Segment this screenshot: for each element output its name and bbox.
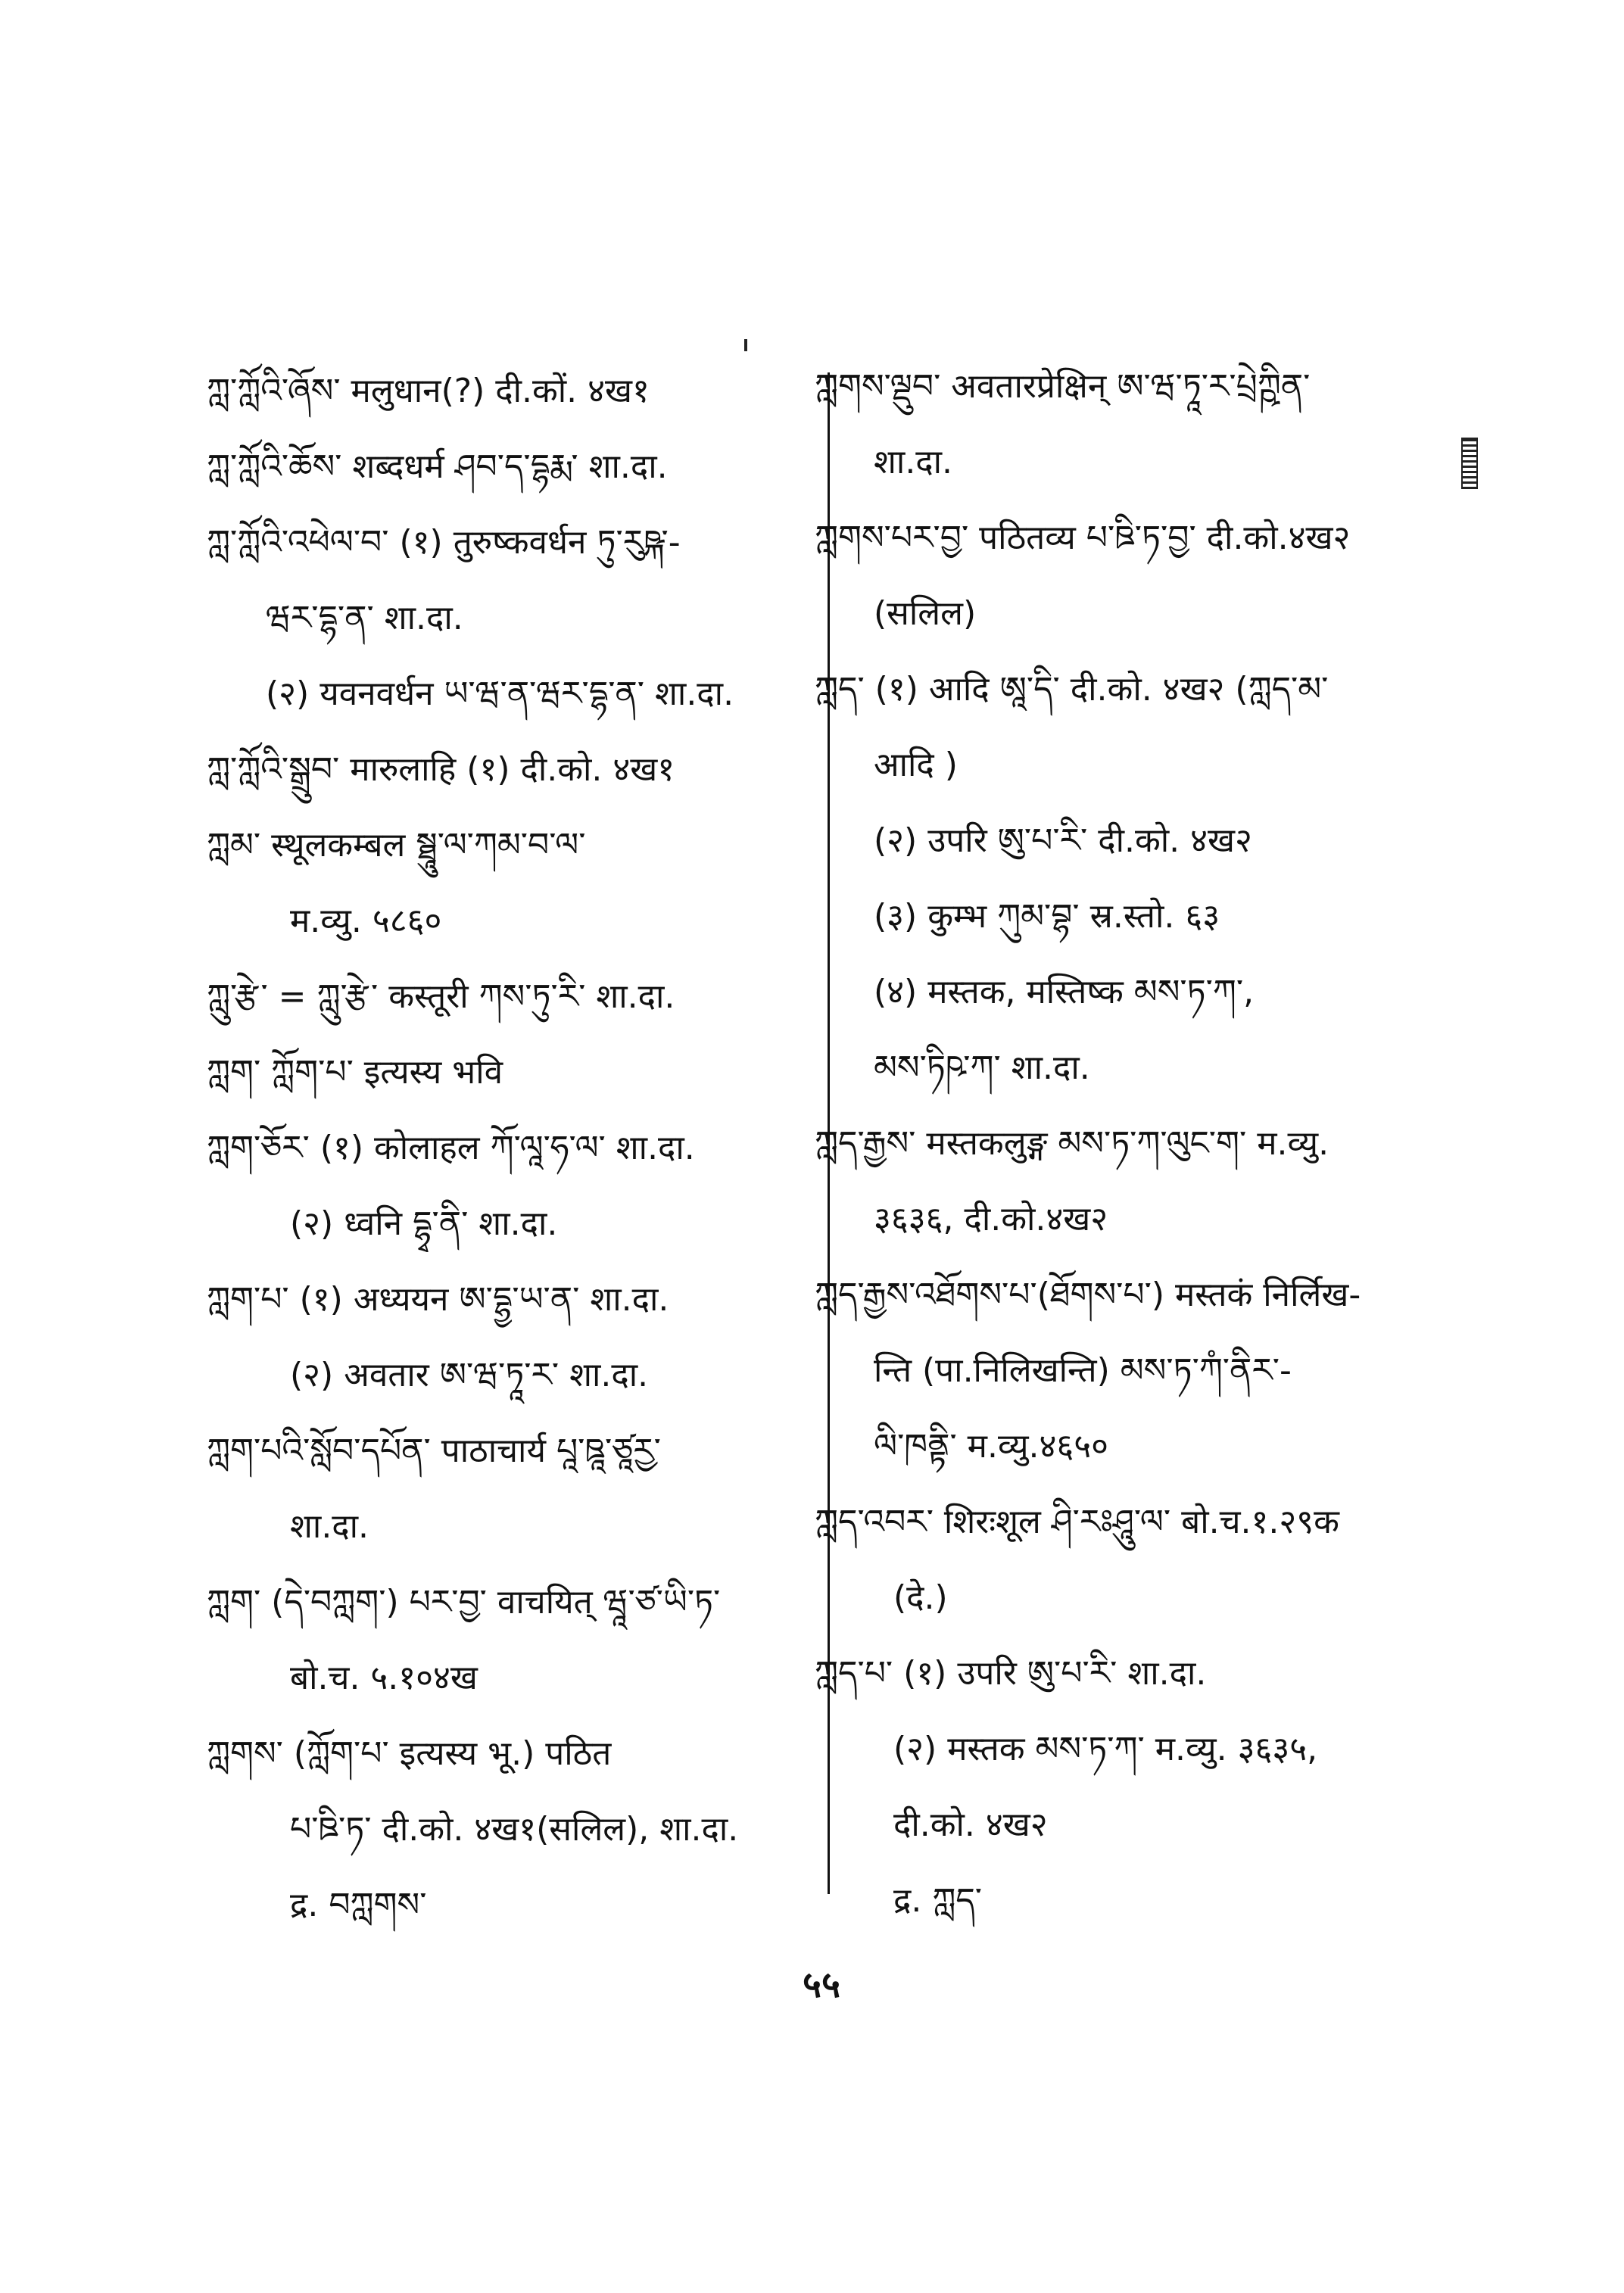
continuation-line: शा.दा. xyxy=(290,1507,369,1546)
entry-line: ཀླུ་རྩེ་ = ཀླུ་རྩེ་ कस्तूरी ཀས་ཏུ་རི་ शा.दा. xyxy=(207,977,675,1016)
entry-line: ཀླག་པའི་སློབ་དཔོན་ पाठाचार्य པཱ་ཋཱ་ཙཱརྱ་ xyxy=(207,1432,661,1470)
entry-line: ཀླད་ (१) आदि ཨཱ་དི་ दी.को. ४ख२ (ཀླད་མ་ xyxy=(815,670,1329,709)
entry-line: ཀླགས་ (ཀློག་པ་ इत्यस्य भू.) पठित xyxy=(207,1734,612,1773)
continuation-line: शा.दा. xyxy=(874,443,953,481)
entry-line: ཀླ་ཀློའི་འཕེལ་བ་ (१) तुरुष्कवर्धन ཏུ་རུཥྐ་- xyxy=(207,523,681,562)
continuation-line: (२) यवनवर्धन ཡ་ཝ་ན་ཝར་དྷ་ན་ शा.दा. xyxy=(266,675,734,713)
continuation-line: (२) उपरि ཨུ་པ་རི་ दी.को. ४ख२ xyxy=(874,821,1252,860)
continuation-line: (२) अवतार ཨ་ཝ་ཏཱ་ར་ शा.दा. xyxy=(290,1356,649,1394)
entry-line: ཀླད་པ་ (१) उपरि ཨུ་པ་རི་ शा.दा. xyxy=(815,1654,1207,1693)
continuation-line: म.व्यु. ५८६० xyxy=(290,902,442,940)
continuation-line: न्ति (पा.निलिखन्ति) མས་ཏ་ཀཾ་ནིར་- xyxy=(874,1351,1292,1390)
continuation-line: ३६३६, दी.को.४ख२ xyxy=(874,1200,1108,1238)
scan-tick-mark xyxy=(744,339,747,351)
continuation-line: (२) ध्वनि དྷྭ་ནི་ शा.दा. xyxy=(290,1204,558,1243)
continuation-line: ཝར་དྷ་ན་ शा.दा. xyxy=(266,599,463,637)
continuation-line: दी.को. ४ख२ xyxy=(893,1805,1048,1844)
entry-line: ཀླད་འབར་ शिरःशूल ཤི་རཿཤཱུ་ལ་ बो.च.१.२९क xyxy=(815,1503,1339,1541)
right-column xyxy=(815,349,1466,1946)
continuation-line: द्र. ཀླད་ xyxy=(893,1881,983,1920)
entry-line: ཀླད་རྒྱས་འཐོགས་པ་(ཐོགས་པ་) मस्तकं निर्लिख- xyxy=(815,1276,1361,1314)
continuation-line: པ་ཋི་ཏ་ दी.को. ४ख१(सलिल), शा.दा. xyxy=(290,1810,739,1849)
continuation-line: बो.च. ५.१०४ख xyxy=(290,1659,478,1697)
scan-margin-mark xyxy=(1461,438,1478,489)
continuation-line: आदि ) xyxy=(874,746,958,784)
continuation-line: (३) कुम्भ ཀུམ་བྷ་ स्र.स्तो. ६३ xyxy=(874,897,1220,936)
entry-line: ཀླ་ཀློའི་སྒྲུབ་ मारुलाहि (१) दी.को. ४ख१ xyxy=(207,750,675,789)
continuation-line: ལི་ཁནྟི་ म.व्यु.४६५० xyxy=(874,1427,1109,1466)
entry-line: ཀླ་ཀློའི་ཞོས་ मलुधान(?) दी.कों. ४ख१ xyxy=(207,372,650,410)
entry-line: ཀླ་ཀློའི་ཆོས་ शब्दधर्म ཤབ་ད་དྷརྨ་ शा.दा. xyxy=(207,447,668,486)
continuation-line: (सलिल) xyxy=(874,594,977,633)
entry-line: ཀླག་ ཀློག་པ་ इत्यस्य भवि xyxy=(207,1053,503,1092)
page-number: ५५ xyxy=(803,1964,840,2006)
continuation-line: (दे.) xyxy=(893,1578,948,1617)
entry-line: ཀླགས་ལྡུབ་ अवतारप्रेक्षिन् ཨ་ཝ་ཏཱ་ར་པྲེཀྵིན་ xyxy=(815,367,1311,406)
left-column xyxy=(207,354,805,1951)
continuation-line: (४) मस्तक, मस्तिष्क མས་ཏ་ཀ་, xyxy=(874,973,1255,1011)
entry-line: ཀླད་རྒྱས་ मस्तकलुङ्ग མས་ཏ་ཀ་ལུང་ག་ म.व्यु. xyxy=(815,1124,1329,1163)
continuation-line: द्र. བཀླགས་ xyxy=(290,1886,427,1924)
continuation-line: མས་ཏིཥ་ཀ་ शा.दा. xyxy=(874,1048,1090,1087)
entry-line: ཀླག་ (དེ་བཀླག་) པར་བྱ་ वाचयित् ཝཱ་ཙ་ཡི་ཏ་ xyxy=(207,1583,721,1622)
entry-line: ཀླག་པ་ (१) अध्ययन ཨ་དྷྱ་ཡ་ན་ शा.दा. xyxy=(207,1280,669,1319)
entry-line: ཀླགས་པར་བྱ་ पठितव्य པ་ཋི་ཏ་བྱ་ दी.को.४ख२ xyxy=(815,519,1351,557)
continuation-line: (२) मस्तक མས་ཏ་ཀ་ म.व्यु. ३६३५, xyxy=(893,1730,1318,1768)
entry-line: ཀླག་ཅོར་ (१) कोलाहल ཀོ་ལཱ་ཧ་ལ་ शा.दा. xyxy=(207,1129,695,1167)
entry-line: ཀླམ་ स्थूलकम्बल སྠཱུ་ལ་ཀམ་བ་ལ་ xyxy=(207,826,586,865)
